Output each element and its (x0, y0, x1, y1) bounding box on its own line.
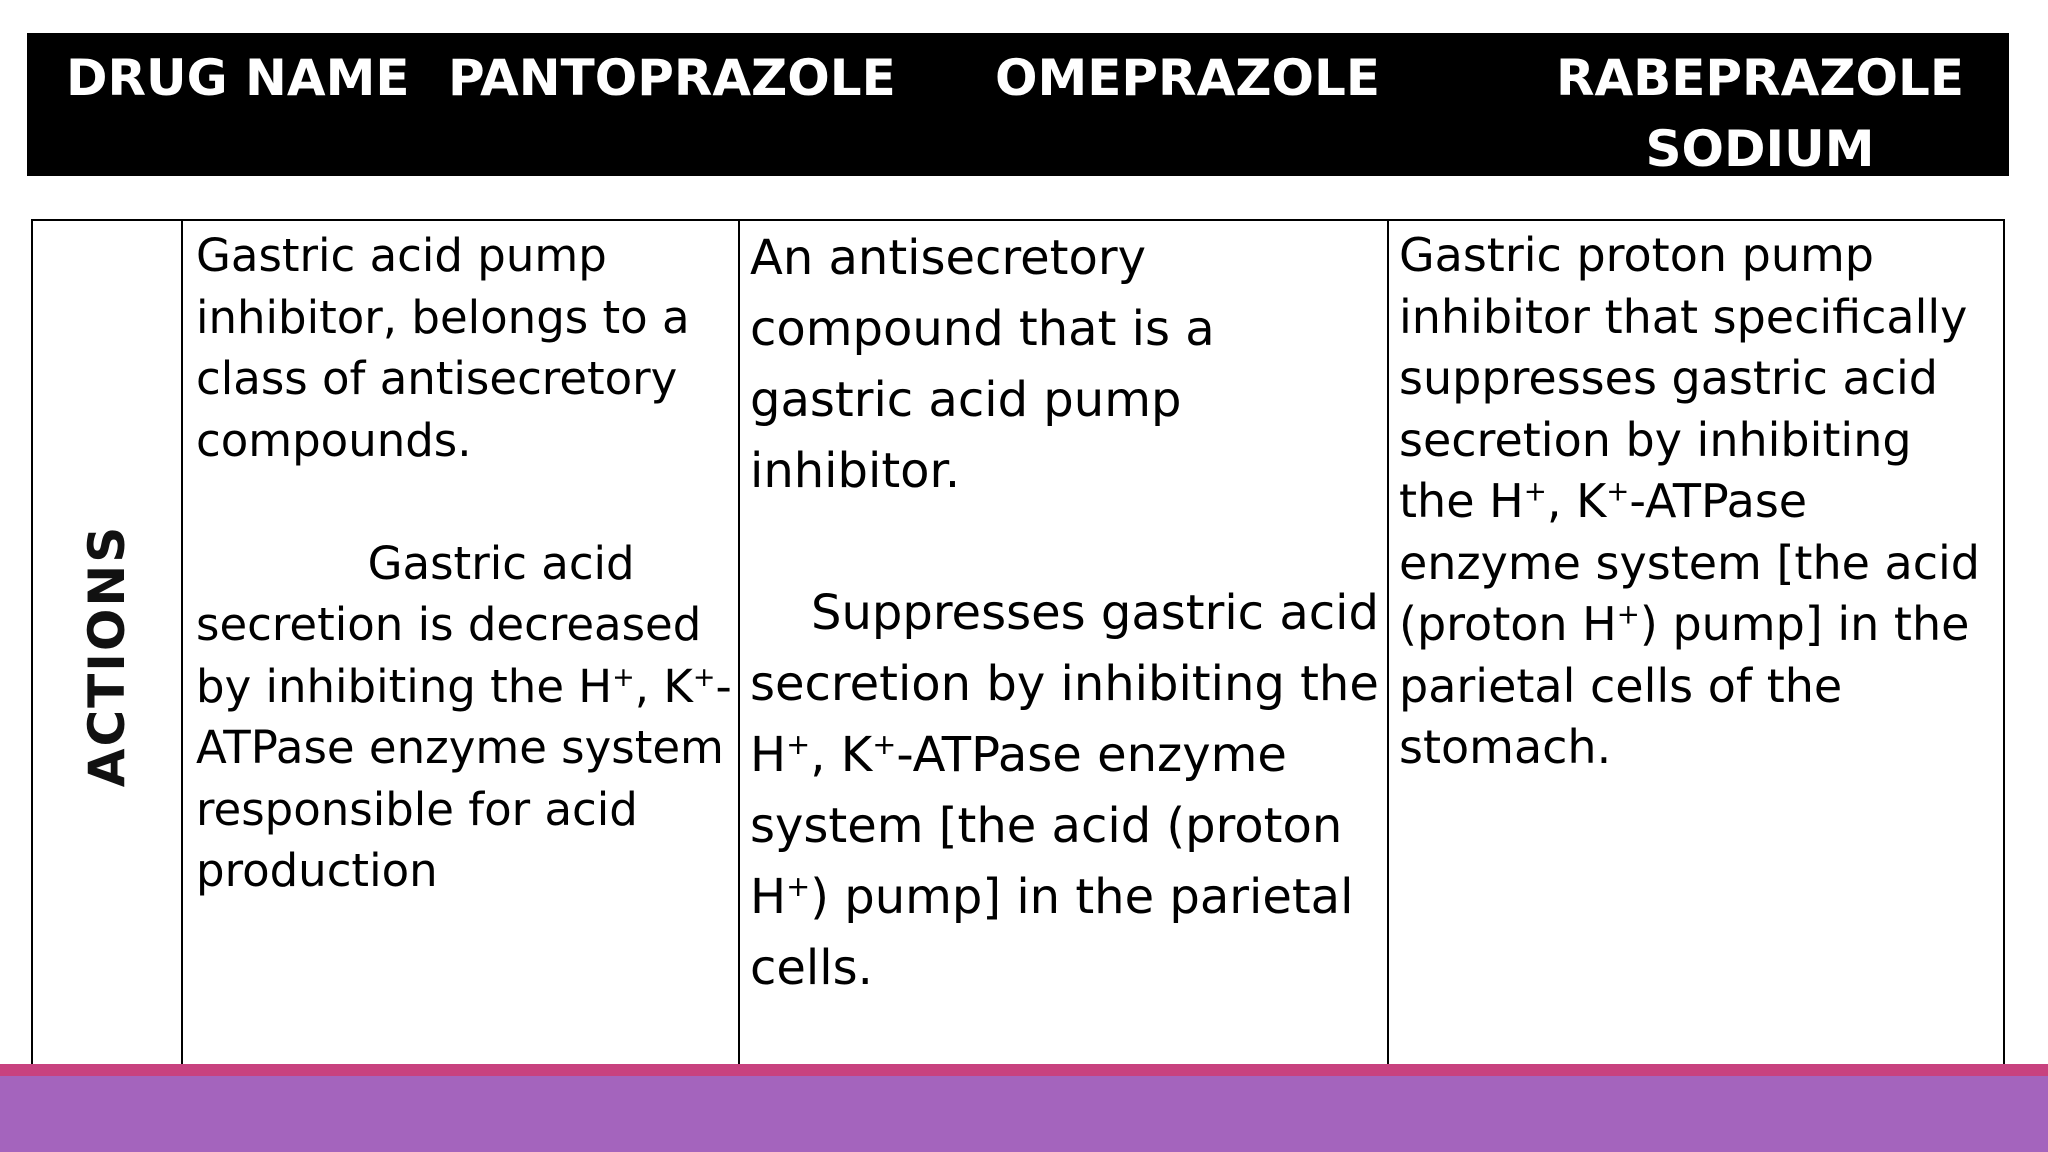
omeprazole-p2a: Suppresses gastric acid secretion by inhibiting the H (750, 585, 1395, 783)
superscript-plus: + (1523, 474, 1547, 508)
cell-omeprazole (740, 221, 1395, 1082)
pantoprazole-text (196, 225, 739, 902)
header-omeprazole: OMEPRAZOLE (995, 49, 1381, 107)
superscript-plus: + (872, 727, 897, 761)
rabeprazole-p1c: -ATPase enzyme system [the acid (proton H (1399, 474, 1995, 651)
pantoprazole-p2a: Gastric acid secretion is decreased by inhibiting the H (196, 536, 716, 713)
header-rabeprazole-line1: RABEPRAZOLE (1555, 49, 1965, 107)
omeprazole-p2c: -ATPase enzyme system [the acid (proton H (750, 727, 1358, 925)
rabeprazole-p1d: ) pump] in the parietal cells of the stomach. (1399, 597, 1985, 774)
rabeprazole-text (1399, 225, 1999, 779)
rabeprazole-p1a: Gastric proton pump inhibitor that specifically suppresses gastric acid secretion by inhibiting the H (1399, 228, 1982, 528)
omeprazole-p1: An antisecretory compound that is a gastric acid pump inhibitor. (750, 230, 1230, 499)
pantoprazole-p2b: , K (634, 659, 693, 713)
header-drug-name: DRUG NAME (66, 49, 410, 107)
cell-rabeprazole (1389, 221, 2005, 1082)
superscript-plus: + (612, 661, 635, 693)
header-rabeprazole-sodium (1480, 43, 2040, 185)
header-rabeprazole-line2: SODIUM (1645, 120, 1875, 178)
omeprazole-p2d: ) pump] in the parietal cells. (750, 869, 1369, 996)
superscript-plus: + (786, 869, 811, 903)
omeprazole-p2b: , K (810, 727, 873, 783)
superscript-plus: + (1616, 597, 1640, 631)
superscript-plus: + (692, 661, 716, 693)
superscript-plus: + (1606, 474, 1630, 508)
pantoprazole-p2c: -ATPase enzyme system responsible for acid production (196, 659, 739, 897)
header-bar (27, 33, 2009, 176)
footer-band-purple (0, 1076, 2048, 1152)
row-label-cell (33, 221, 183, 1082)
header-pantoprazole: PANTOPRAZOLE (448, 49, 896, 107)
omeprazole-text (750, 223, 1395, 1004)
pantoprazole-p1: Gastric acid pump inhibitor, belongs to a class of antisecretory compounds. (196, 229, 704, 467)
footer-band-pink (0, 1064, 2048, 1076)
cell-pantoprazole (183, 221, 740, 1082)
rabeprazole-p1b: , K (1546, 474, 1607, 528)
superscript-plus: + (786, 727, 811, 761)
row-label-actions: ACTIONS (78, 524, 136, 788)
actions-table (31, 219, 2005, 1084)
